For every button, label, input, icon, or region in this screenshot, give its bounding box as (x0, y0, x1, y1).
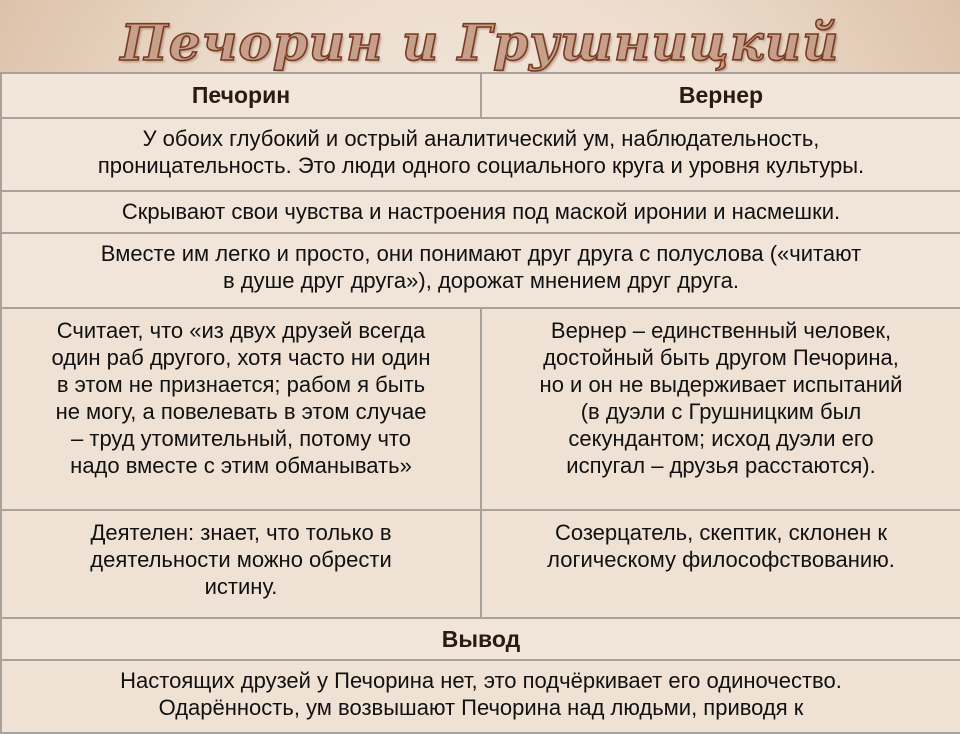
text-line: в душе друг друга»), дорожат мнением друг друга. (222, 268, 740, 293)
conclusion-label: Вывод (1, 618, 960, 660)
shared-row-irony (1, 191, 960, 233)
shared-row-understanding (1, 233, 960, 308)
header-row (1, 73, 960, 118)
text-line: истину. (204, 574, 278, 599)
header-werner: Вернер (481, 73, 960, 118)
text-line: проницательность. Это люди одного социального круга и уровня культуры. (97, 153, 865, 178)
text-line: Считает, что «из двух друзей всегда (56, 318, 426, 343)
text-line: Настоящих друзей у Печорина нет, это подчёркивает его одиночество. (120, 668, 842, 693)
text-line: достойный быть другом Печорина, (543, 345, 899, 370)
shared-cell (1, 118, 960, 191)
text-line: испугал – друзья расстаются). (566, 453, 876, 478)
shared-cell (1, 191, 960, 233)
conclusion-label-row (1, 618, 960, 660)
text-line: логическому философствованию. (547, 547, 895, 572)
text-line: – труд утомительный, потому что (71, 426, 411, 451)
shared-cell (1, 233, 960, 308)
pechorin-cell (1, 308, 481, 510)
text-line: (в дуэли с Грушницким был (580, 399, 862, 424)
text-line: Созерцатель, скептик, склонен к (554, 520, 888, 545)
text-line: надо вместе с этим обманывать» (70, 453, 412, 478)
pair-row-activity (1, 510, 960, 618)
text-line: деятельности можно обрести (90, 547, 392, 572)
shared-row-intellect (1, 118, 960, 191)
text-line: Вернер – единственный человек, (550, 318, 892, 343)
text-line: Деятелен: знает, что только в (90, 520, 392, 545)
pechorin-cell (1, 510, 481, 618)
text-line: в этом не признается; рабом я быть (56, 372, 426, 397)
text-line: У обоих глубокий и острый аналитический ум, наблюдательность, (142, 126, 820, 151)
pair-row-friendship (1, 308, 960, 510)
conclusion-cell (1, 660, 960, 733)
text-line: секундантом; исход дуэли его (568, 426, 874, 451)
werner-cell (481, 308, 960, 510)
header-pechorin: Печорин (1, 73, 481, 118)
text-line: Одарённость, ум возвышают Печорина над людьми, приводя к (158, 695, 804, 720)
slide-title: Печорин и Грушницкий (120, 13, 840, 72)
text-line: Скрывают свои чувства и настроения под маской иронии и насмешки. (121, 199, 841, 224)
text-line: Вместе им легко и просто, они понимают друг друга с полуслова («читают (100, 241, 862, 266)
text-line: один раб другого, хотя часто ни один (51, 345, 431, 370)
conclusion-row (1, 660, 960, 733)
text-line: не могу, а повелевать в этом случае (55, 399, 427, 424)
text-line: но и он не выдерживает испытаний (539, 372, 903, 397)
comparison-table (0, 72, 960, 734)
werner-cell (481, 510, 960, 618)
